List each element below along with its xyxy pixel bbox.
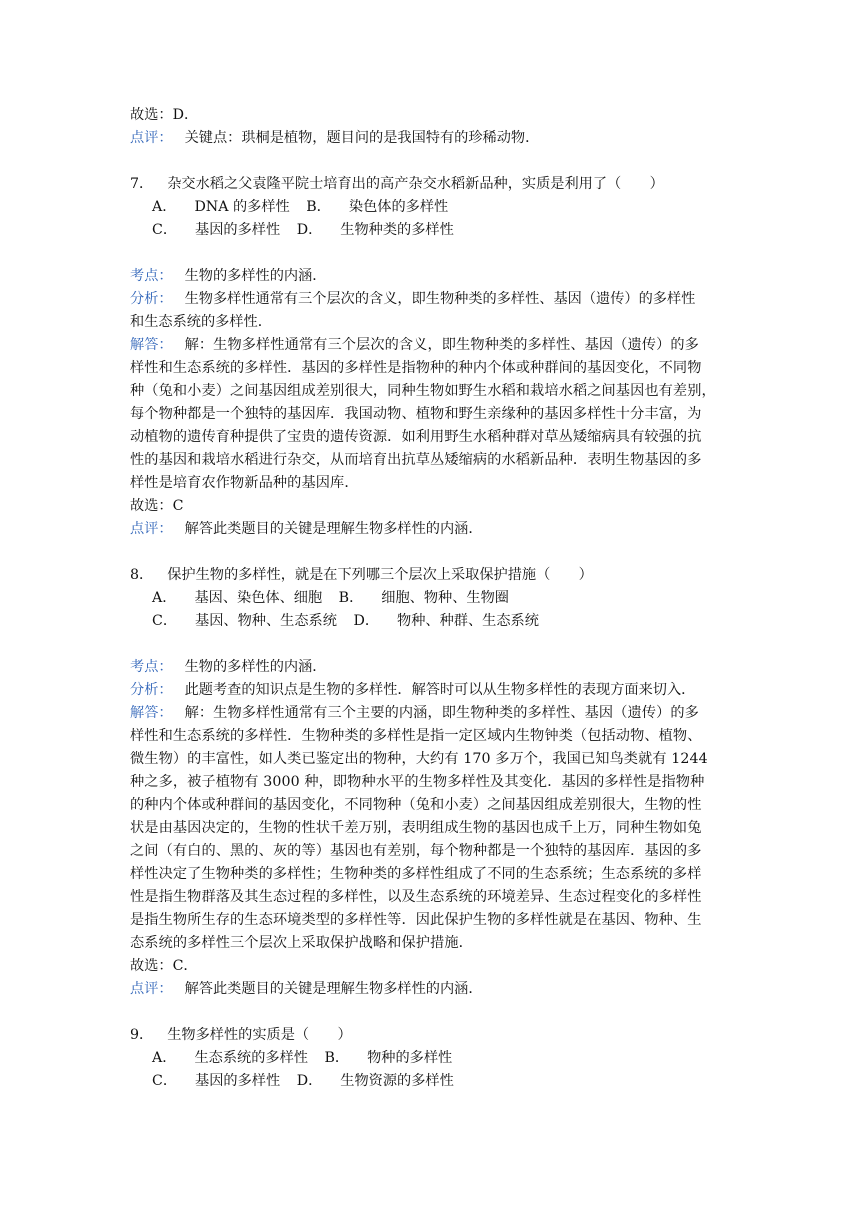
answer-label: 解答： [130, 337, 173, 353]
question-stem: 保护生物的多样性，就是在下列哪三个层次上采取保护措施（ ） [167, 567, 593, 583]
option-text: 基因的多样性 [195, 1073, 281, 1089]
option-text: 基因、物种、生态系统 [195, 613, 337, 629]
comment-text: 解答此类题目的关键是理解生物多样性的内涵． [184, 521, 483, 537]
option-text: 生物资源的多样性 [340, 1073, 454, 1089]
option-text: DNA 的多样性 [194, 199, 290, 215]
option-text: 生物种类的多样性 [340, 222, 454, 238]
option-letter: B． [324, 1050, 350, 1066]
option-letter: C． [152, 1073, 178, 1089]
q8-comment [130, 979, 483, 1001]
q9-stem-line [130, 1025, 352, 1047]
q8-analysis-line-1 [130, 680, 695, 702]
answer-label: 解答： [130, 705, 173, 721]
q7-answer-line-5: 动植物的遗传育种提供了宝贵的遗传资源．如利用野生水稻种群对草丛矮缩病具有较强的抗 [130, 429, 702, 445]
option-text: 基因的多样性 [195, 222, 281, 238]
q9-options-row-2 [152, 1071, 454, 1093]
option-text: 物种的多样性 [367, 1050, 453, 1066]
q8-answer-line-2: 样性和生态系统的多样性．生物种类的多样性是指一定区域内生物钟类（包括动物、植物、 [130, 728, 702, 744]
comment-label: 点评： [130, 130, 173, 146]
comment-text: 解答此类题目的关键是理解生物多样性的内涵． [184, 981, 483, 997]
q8-choice: 故选：C． [130, 958, 198, 974]
option-text: 细胞、物种、生物圈 [381, 590, 509, 606]
comment-label: 点评： [130, 981, 173, 997]
q8-options-row-1 [152, 588, 509, 610]
option-letter: D． [296, 222, 323, 238]
analysis-label: 分析： [130, 291, 173, 307]
question-number: 8． [130, 567, 154, 583]
q7-answer-line-4: 每个物种都是一个独特的基因库．我国动物、植物和野生亲缘种的基因多样性十分丰富，为 [130, 406, 702, 422]
q8-answer-line-5: 的种内个体或种群间的基因变化，不同物种（兔和小麦）之间基因组成差别很大，生物的性 [130, 797, 702, 813]
q7-stem-line [130, 174, 664, 196]
option-letter: A． [152, 1050, 177, 1066]
question-stem: 生物多样性的实质是（ ） [167, 1027, 352, 1043]
q8-answer-line-9: 性是指生物群落及其生态过程的多样性，以及生态系统的环境差异、生态过程变化的多样性 [130, 889, 702, 905]
point-label: 考点： [130, 268, 173, 284]
option-letter: A． [152, 590, 177, 606]
q7-answer-line-1 [130, 335, 699, 357]
q8-answer-line-3: 微生物）的丰富性，如人类已鉴定出的物种，大约有 170 多万个，我国已知鸟类就有 1244 [130, 751, 708, 767]
comment-label: 点评： [130, 521, 173, 537]
q8-options-row-2 [152, 611, 539, 633]
q8-answer-line-6: 状是由基因决定的，生物的性状千差万别，表明组成生物的基因也成千上万，同种生物如兔 [130, 820, 702, 836]
q7-point [130, 266, 326, 288]
q6-comment [130, 128, 539, 150]
q7-comment [130, 519, 483, 541]
analysis-text: 生物多样性通常有三个层次的含义，即生物种类的多样性、基因（遗传）的多样性 [184, 291, 696, 307]
option-letter: B． [338, 590, 364, 606]
option-letter: C． [152, 613, 178, 629]
analysis-label: 分析： [130, 682, 173, 698]
q7-answer-line-7: 样性是培育农作物新品种的基因库． [130, 475, 359, 491]
q9-options-row-1 [152, 1048, 452, 1070]
q8-point [130, 657, 326, 679]
q8-answer-line-7: 之间（有白的、黑的、灰的等）基因也有差别，每个物种都是一个独特的基因库．基因的多 [130, 843, 702, 859]
q7-options-row-1 [152, 197, 448, 219]
point-text: 生物的多样性的内涵． [184, 268, 327, 284]
q7-answer-line-2: 样性和生态系统的多样性．基因的多样性是指物种的种内个体或种群间的基因变化，不同物 [130, 360, 702, 376]
q7-choice: 故选：C [130, 498, 184, 514]
q7-answer-line-6: 性的基因和栽培水稻进行杂交，从而培育出抗草丛矮缩病的水稻新品种．表明生物基因的多 [130, 452, 702, 468]
q8-answer-line-8: 样性决定了生物种类的多样性；生物种类的多样性组成了不同的生态系统；生态系统的多样 [130, 866, 702, 882]
answer-text: 解：生物多样性通常有三个层次的含义，即生物种类的多样性、基因（遗传）的多 [184, 337, 699, 353]
q8-stem-line [130, 565, 593, 587]
question-stem: 杂交水稻之父袁隆平院士培育出的高产杂交水稻新品种，实质是利用了（ ） [167, 176, 664, 192]
point-label: 考点： [130, 659, 173, 675]
question-number: 7． [130, 176, 154, 192]
q7-analysis-line-1 [130, 289, 695, 311]
point-text: 生物的多样性的内涵． [184, 659, 327, 675]
option-text: 生态系统的多样性 [194, 1050, 308, 1066]
option-text: 物种、种群、生态系统 [397, 613, 539, 629]
option-letter: D． [353, 613, 380, 629]
q8-answer-line-4: 种之多，被子植物有 3000 种，即物种水平的生物多样性及其变化．基因的多样性是指物种 [130, 774, 705, 790]
question-number: 9． [130, 1027, 154, 1043]
q8-answer-line-11: 态系统的多样性三个层次上采取保护战略和保护措施． [130, 935, 473, 951]
option-text: 基因、染色体、细胞 [194, 590, 323, 606]
q7-options-row-2 [152, 220, 454, 242]
q7-analysis-line-2: 和生态系统的多样性． [130, 314, 272, 330]
q7-answer-line-3: 种（兔和小麦）之间基因组成差别很大，同种生物如野生水稻和栽培水稻之间基因也有差别， [130, 383, 716, 399]
answer-text: 解：生物多样性通常有三个主要的内涵，即生物种类的多样性、基因（遗传）的多 [184, 705, 699, 721]
comment-text: 关键点：珙桐是植物，题目问的是我国特有的珍稀动物． [184, 130, 540, 146]
option-text: 染色体的多样性 [348, 199, 449, 215]
q6-choice: 故选：D． [130, 107, 199, 123]
option-letter: B． [306, 199, 331, 215]
option-letter: C． [152, 222, 178, 238]
analysis-text: 此题考查的知识点是生物的多样性．解答时可以从生物多样性的表现方面来切入． [184, 682, 696, 698]
q8-answer-line-1 [130, 703, 699, 725]
q8-answer-line-10: 是指生物所生存的生态环境类型的多样性等．因此保护生物的多样性就是在基因、物种、生 [130, 912, 702, 928]
option-letter: D． [296, 1073, 323, 1089]
option-letter: A． [152, 199, 177, 215]
